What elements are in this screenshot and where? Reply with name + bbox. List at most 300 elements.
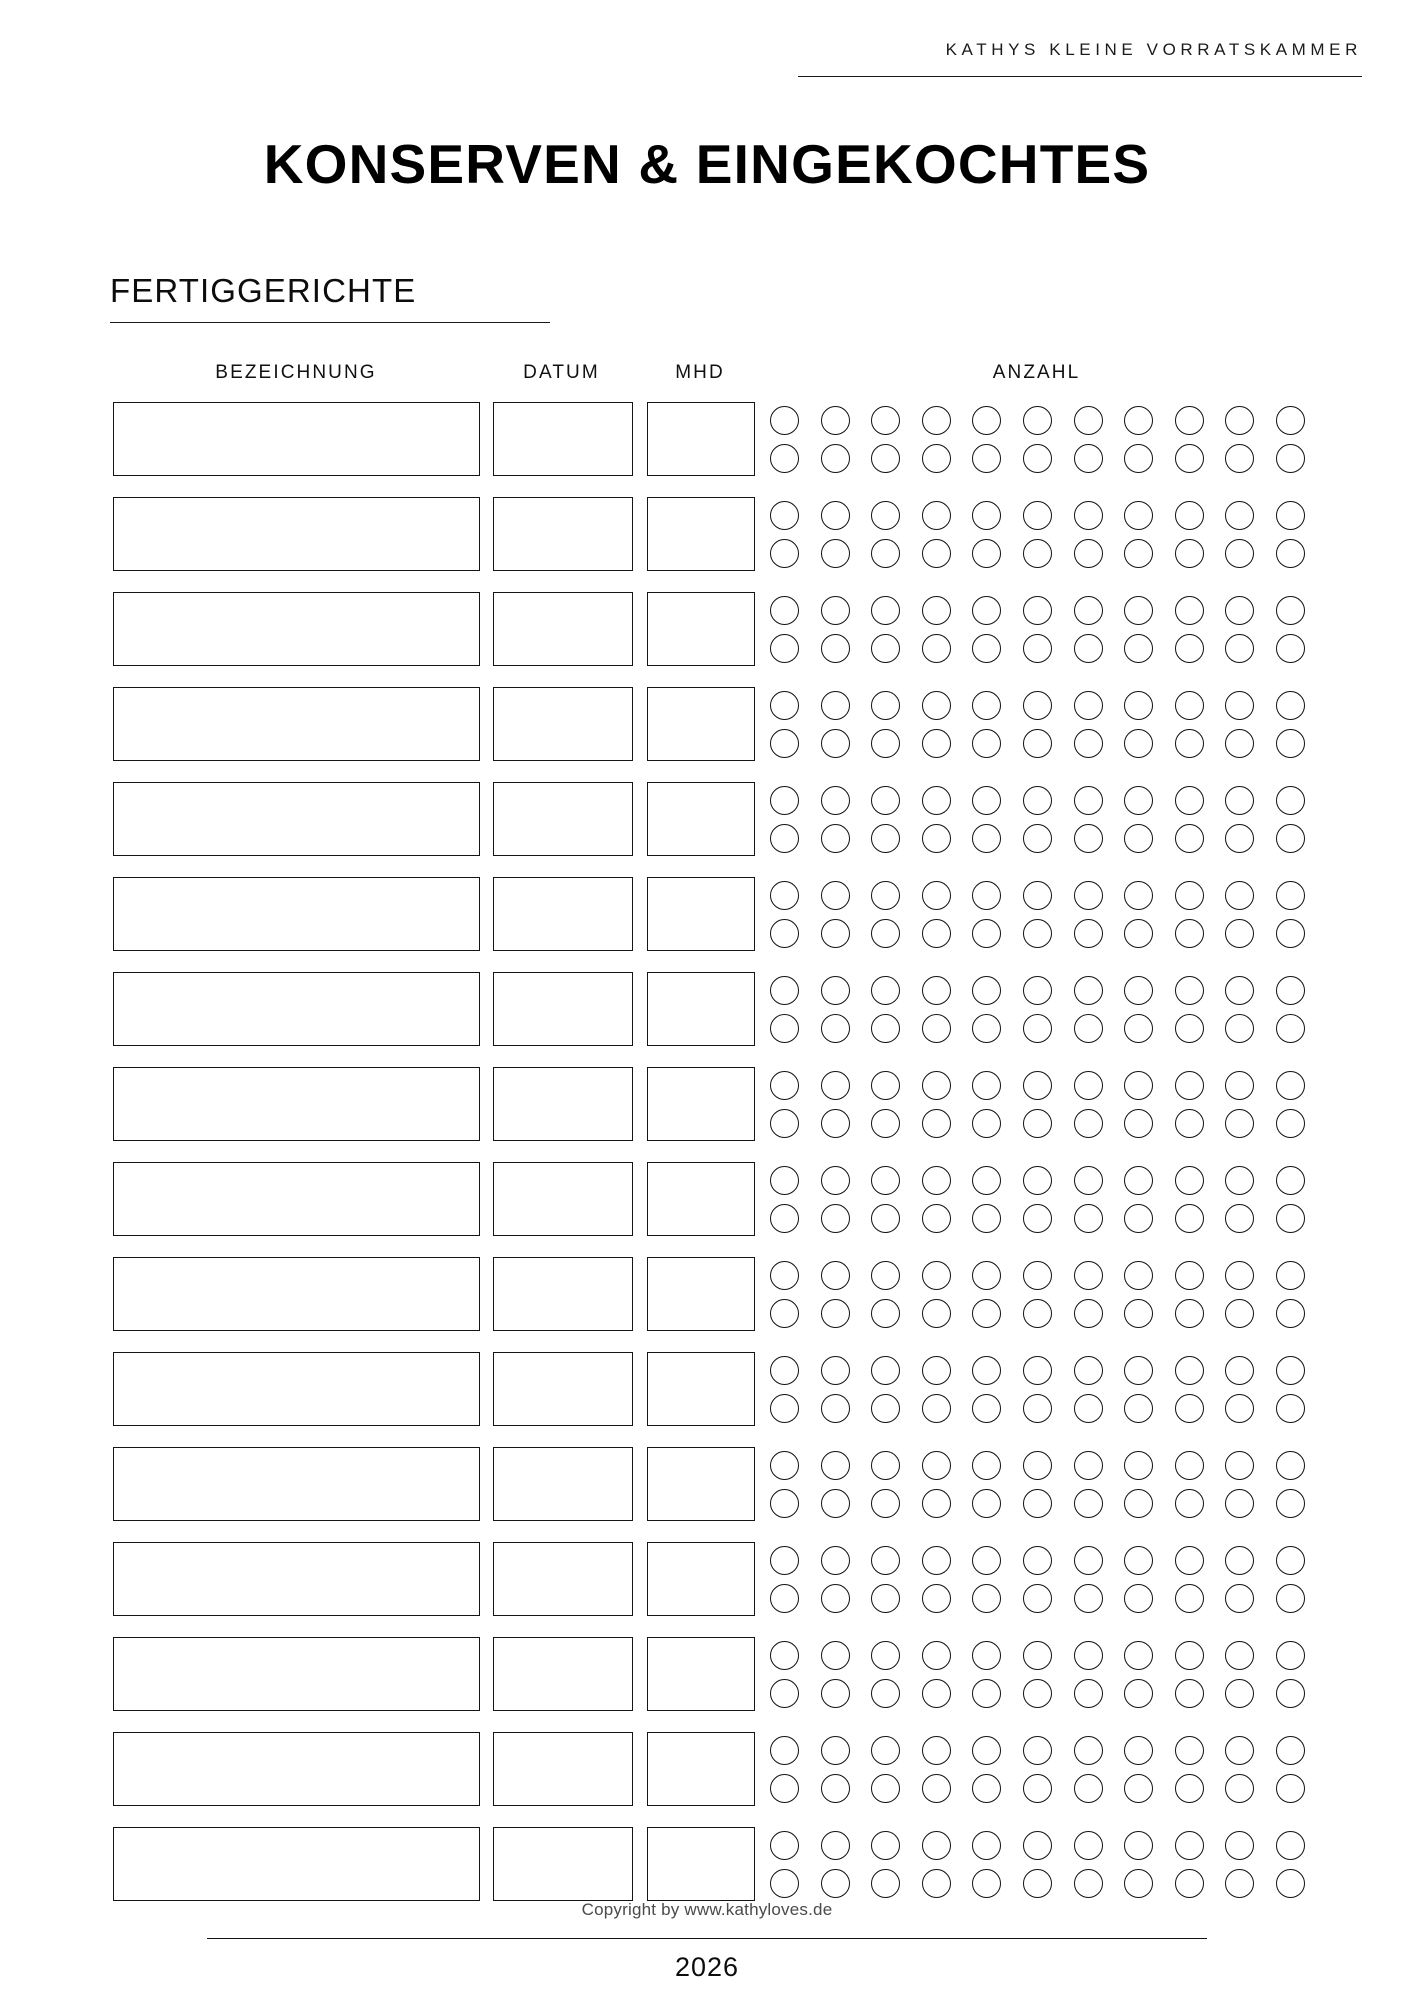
anzahl-tally-circle[interactable] xyxy=(1276,1166,1305,1195)
anzahl-tally-circle[interactable] xyxy=(821,691,850,720)
anzahl-tally-circle[interactable] xyxy=(871,1451,900,1480)
anzahl-tally-circle[interactable] xyxy=(821,1869,850,1898)
anzahl-tally-circle[interactable] xyxy=(1276,691,1305,720)
anzahl-tally-circle[interactable] xyxy=(1276,596,1305,625)
anzahl-tally-circle[interactable] xyxy=(972,1736,1001,1765)
anzahl-tally-circle[interactable] xyxy=(1276,881,1305,910)
anzahl-tally-circle[interactable] xyxy=(1023,1014,1052,1043)
anzahl-tally-circle[interactable] xyxy=(1023,501,1052,530)
anzahl-tally-circle[interactable] xyxy=(1124,1489,1153,1518)
anzahl-tally-circle[interactable] xyxy=(1124,1546,1153,1575)
anzahl-tally-circle[interactable] xyxy=(821,1071,850,1100)
anzahl-tally-circle[interactable] xyxy=(1225,1166,1254,1195)
anzahl-tally-circle[interactable] xyxy=(1175,1394,1204,1423)
anzahl-tally-circle[interactable] xyxy=(1276,634,1305,663)
anzahl-tally-circle[interactable] xyxy=(1124,1774,1153,1803)
anzahl-tally-circle[interactable] xyxy=(1124,596,1153,625)
mhd-field[interactable] xyxy=(647,972,755,1046)
anzahl-tally-circle[interactable] xyxy=(1124,1071,1153,1100)
anzahl-tally-circle[interactable] xyxy=(922,786,951,815)
anzahl-tally-circle[interactable] xyxy=(871,1071,900,1100)
anzahl-tally-circle[interactable] xyxy=(1276,1014,1305,1043)
anzahl-tally-circle[interactable] xyxy=(821,634,850,663)
anzahl-tally-circle[interactable] xyxy=(770,1584,799,1613)
anzahl-tally-circle[interactable] xyxy=(770,1736,799,1765)
anzahl-tally-circle[interactable] xyxy=(1074,786,1103,815)
anzahl-tally-circle[interactable] xyxy=(1074,976,1103,1005)
anzahl-tally-circle[interactable] xyxy=(1225,1489,1254,1518)
mhd-field[interactable] xyxy=(647,1352,755,1426)
anzahl-tally-circle[interactable] xyxy=(1175,596,1204,625)
anzahl-tally-circle[interactable] xyxy=(871,1546,900,1575)
anzahl-tally-circle[interactable] xyxy=(1023,729,1052,758)
anzahl-tally-circle[interactable] xyxy=(1023,1356,1052,1385)
anzahl-tally-circle[interactable] xyxy=(922,1394,951,1423)
anzahl-tally-circle[interactable] xyxy=(1225,596,1254,625)
anzahl-tally-circle[interactable] xyxy=(1023,1679,1052,1708)
anzahl-tally-circle[interactable] xyxy=(1124,691,1153,720)
anzahl-tally-circle[interactable] xyxy=(1225,1774,1254,1803)
mhd-field[interactable] xyxy=(647,1067,755,1141)
anzahl-tally-circle[interactable] xyxy=(821,539,850,568)
anzahl-tally-circle[interactable] xyxy=(1124,786,1153,815)
anzahl-tally-circle[interactable] xyxy=(972,1451,1001,1480)
anzahl-tally-circle[interactable] xyxy=(1023,691,1052,720)
anzahl-tally-circle[interactable] xyxy=(1074,691,1103,720)
anzahl-tally-circle[interactable] xyxy=(1175,1584,1204,1613)
anzahl-tally-circle[interactable] xyxy=(821,596,850,625)
anzahl-tally-circle[interactable] xyxy=(1074,1356,1103,1385)
anzahl-tally-circle[interactable] xyxy=(1023,1261,1052,1290)
mhd-field[interactable] xyxy=(647,782,755,856)
anzahl-tally-circle[interactable] xyxy=(821,1451,850,1480)
datum-field[interactable] xyxy=(493,972,633,1046)
mhd-field[interactable] xyxy=(647,1447,755,1521)
anzahl-tally-circle[interactable] xyxy=(1074,1546,1103,1575)
anzahl-tally-circle[interactable] xyxy=(1074,1679,1103,1708)
bezeichnung-field[interactable] xyxy=(113,1732,480,1806)
anzahl-tally-circle[interactable] xyxy=(1175,406,1204,435)
mhd-field[interactable] xyxy=(647,687,755,761)
anzahl-tally-circle[interactable] xyxy=(1175,634,1204,663)
datum-field[interactable] xyxy=(493,1352,633,1426)
anzahl-tally-circle[interactable] xyxy=(871,1109,900,1138)
anzahl-tally-circle[interactable] xyxy=(1023,1299,1052,1328)
bezeichnung-field[interactable] xyxy=(113,1447,480,1521)
anzahl-tally-circle[interactable] xyxy=(922,1166,951,1195)
mhd-field[interactable] xyxy=(647,592,755,666)
anzahl-tally-circle[interactable] xyxy=(922,1014,951,1043)
datum-field[interactable] xyxy=(493,1257,633,1331)
anzahl-tally-circle[interactable] xyxy=(922,406,951,435)
anzahl-tally-circle[interactable] xyxy=(1074,1641,1103,1670)
anzahl-tally-circle[interactable] xyxy=(770,824,799,853)
anzahl-tally-circle[interactable] xyxy=(1074,444,1103,473)
anzahl-tally-circle[interactable] xyxy=(1225,1546,1254,1575)
anzahl-tally-circle[interactable] xyxy=(1124,1109,1153,1138)
anzahl-tally-circle[interactable] xyxy=(1124,1261,1153,1290)
anzahl-tally-circle[interactable] xyxy=(1124,444,1153,473)
anzahl-tally-circle[interactable] xyxy=(770,1204,799,1233)
anzahl-tally-circle[interactable] xyxy=(972,1546,1001,1575)
bezeichnung-field[interactable] xyxy=(113,497,480,571)
mhd-field[interactable] xyxy=(647,1162,755,1236)
anzahl-tally-circle[interactable] xyxy=(1124,1299,1153,1328)
anzahl-tally-circle[interactable] xyxy=(770,1641,799,1670)
anzahl-tally-circle[interactable] xyxy=(1276,919,1305,948)
anzahl-tally-circle[interactable] xyxy=(1225,539,1254,568)
anzahl-tally-circle[interactable] xyxy=(1023,444,1052,473)
anzahl-tally-circle[interactable] xyxy=(1225,1356,1254,1385)
anzahl-tally-circle[interactable] xyxy=(972,1204,1001,1233)
anzahl-tally-circle[interactable] xyxy=(1276,501,1305,530)
anzahl-tally-circle[interactable] xyxy=(1225,1584,1254,1613)
anzahl-tally-circle[interactable] xyxy=(770,634,799,663)
anzahl-tally-circle[interactable] xyxy=(871,1014,900,1043)
anzahl-tally-circle[interactable] xyxy=(1023,1451,1052,1480)
datum-field[interactable] xyxy=(493,1827,633,1901)
bezeichnung-field[interactable] xyxy=(113,687,480,761)
anzahl-tally-circle[interactable] xyxy=(1175,1451,1204,1480)
anzahl-tally-circle[interactable] xyxy=(871,919,900,948)
anzahl-tally-circle[interactable] xyxy=(1124,634,1153,663)
anzahl-tally-circle[interactable] xyxy=(1074,1869,1103,1898)
anzahl-tally-circle[interactable] xyxy=(821,1736,850,1765)
anzahl-tally-circle[interactable] xyxy=(1023,406,1052,435)
anzahl-tally-circle[interactable] xyxy=(1175,1166,1204,1195)
anzahl-tally-circle[interactable] xyxy=(922,1261,951,1290)
anzahl-tally-circle[interactable] xyxy=(871,1736,900,1765)
anzahl-tally-circle[interactable] xyxy=(770,1261,799,1290)
anzahl-tally-circle[interactable] xyxy=(972,1166,1001,1195)
anzahl-tally-circle[interactable] xyxy=(922,1204,951,1233)
anzahl-tally-circle[interactable] xyxy=(1023,1109,1052,1138)
anzahl-tally-circle[interactable] xyxy=(821,729,850,758)
anzahl-tally-circle[interactable] xyxy=(1124,1451,1153,1480)
anzahl-tally-circle[interactable] xyxy=(1023,1166,1052,1195)
anzahl-tally-circle[interactable] xyxy=(770,1869,799,1898)
anzahl-tally-circle[interactable] xyxy=(871,1679,900,1708)
anzahl-tally-circle[interactable] xyxy=(1225,881,1254,910)
anzahl-tally-circle[interactable] xyxy=(1175,1641,1204,1670)
anzahl-tally-circle[interactable] xyxy=(972,1774,1001,1803)
anzahl-tally-circle[interactable] xyxy=(1124,881,1153,910)
anzahl-tally-circle[interactable] xyxy=(1124,1641,1153,1670)
anzahl-tally-circle[interactable] xyxy=(1124,501,1153,530)
anzahl-tally-circle[interactable] xyxy=(1023,1869,1052,1898)
anzahl-tally-circle[interactable] xyxy=(1124,1584,1153,1613)
anzahl-tally-circle[interactable] xyxy=(1225,1014,1254,1043)
anzahl-tally-circle[interactable] xyxy=(1276,976,1305,1005)
anzahl-tally-circle[interactable] xyxy=(1225,1109,1254,1138)
anzahl-tally-circle[interactable] xyxy=(770,919,799,948)
anzahl-tally-circle[interactable] xyxy=(1225,729,1254,758)
anzahl-tally-circle[interactable] xyxy=(770,1356,799,1385)
anzahl-tally-circle[interactable] xyxy=(1276,1641,1305,1670)
anzahl-tally-circle[interactable] xyxy=(770,976,799,1005)
anzahl-tally-circle[interactable] xyxy=(1124,1204,1153,1233)
anzahl-tally-circle[interactable] xyxy=(972,824,1001,853)
datum-field[interactable] xyxy=(493,687,633,761)
anzahl-tally-circle[interactable] xyxy=(821,1204,850,1233)
anzahl-tally-circle[interactable] xyxy=(1175,444,1204,473)
anzahl-tally-circle[interactable] xyxy=(871,691,900,720)
anzahl-tally-circle[interactable] xyxy=(821,1679,850,1708)
anzahl-tally-circle[interactable] xyxy=(922,1071,951,1100)
anzahl-tally-circle[interactable] xyxy=(1074,1451,1103,1480)
anzahl-tally-circle[interactable] xyxy=(922,919,951,948)
anzahl-tally-circle[interactable] xyxy=(972,1071,1001,1100)
anzahl-tally-circle[interactable] xyxy=(1074,596,1103,625)
datum-field[interactable] xyxy=(493,592,633,666)
anzahl-tally-circle[interactable] xyxy=(1023,1071,1052,1100)
anzahl-tally-circle[interactable] xyxy=(1175,539,1204,568)
anzahl-tally-circle[interactable] xyxy=(1023,634,1052,663)
anzahl-tally-circle[interactable] xyxy=(1175,1869,1204,1898)
anzahl-tally-circle[interactable] xyxy=(1175,1831,1204,1860)
anzahl-tally-circle[interactable] xyxy=(871,1204,900,1233)
anzahl-tally-circle[interactable] xyxy=(871,786,900,815)
anzahl-tally-circle[interactable] xyxy=(922,1299,951,1328)
anzahl-tally-circle[interactable] xyxy=(821,1489,850,1518)
anzahl-tally-circle[interactable] xyxy=(1175,786,1204,815)
anzahl-tally-circle[interactable] xyxy=(871,1869,900,1898)
anzahl-tally-circle[interactable] xyxy=(1225,1299,1254,1328)
anzahl-tally-circle[interactable] xyxy=(1225,1451,1254,1480)
anzahl-tally-circle[interactable] xyxy=(821,406,850,435)
anzahl-tally-circle[interactable] xyxy=(1074,1071,1103,1100)
anzahl-tally-circle[interactable] xyxy=(1124,824,1153,853)
anzahl-tally-circle[interactable] xyxy=(1276,1546,1305,1575)
anzahl-tally-circle[interactable] xyxy=(1225,634,1254,663)
anzahl-tally-circle[interactable] xyxy=(972,881,1001,910)
anzahl-tally-circle[interactable] xyxy=(821,444,850,473)
anzahl-tally-circle[interactable] xyxy=(1074,1584,1103,1613)
anzahl-tally-circle[interactable] xyxy=(1225,1869,1254,1898)
anzahl-tally-circle[interactable] xyxy=(871,1641,900,1670)
anzahl-tally-circle[interactable] xyxy=(821,1166,850,1195)
anzahl-tally-circle[interactable] xyxy=(1225,501,1254,530)
anzahl-tally-circle[interactable] xyxy=(1276,786,1305,815)
datum-field[interactable] xyxy=(493,1637,633,1711)
anzahl-tally-circle[interactable] xyxy=(821,1546,850,1575)
anzahl-tally-circle[interactable] xyxy=(1225,406,1254,435)
anzahl-tally-circle[interactable] xyxy=(1175,1261,1204,1290)
anzahl-tally-circle[interactable] xyxy=(821,1774,850,1803)
anzahl-tally-circle[interactable] xyxy=(871,444,900,473)
anzahl-tally-circle[interactable] xyxy=(1175,1299,1204,1328)
mhd-field[interactable] xyxy=(647,497,755,571)
anzahl-tally-circle[interactable] xyxy=(1276,1451,1305,1480)
anzahl-tally-circle[interactable] xyxy=(770,1831,799,1860)
anzahl-tally-circle[interactable] xyxy=(1175,691,1204,720)
anzahl-tally-circle[interactable] xyxy=(1023,1489,1052,1518)
anzahl-tally-circle[interactable] xyxy=(1124,919,1153,948)
anzahl-tally-circle[interactable] xyxy=(1175,1546,1204,1575)
anzahl-tally-circle[interactable] xyxy=(1124,1831,1153,1860)
anzahl-tally-circle[interactable] xyxy=(1225,824,1254,853)
anzahl-tally-circle[interactable] xyxy=(972,1831,1001,1860)
anzahl-tally-circle[interactable] xyxy=(972,691,1001,720)
anzahl-tally-circle[interactable] xyxy=(1023,824,1052,853)
anzahl-tally-circle[interactable] xyxy=(871,539,900,568)
anzahl-tally-circle[interactable] xyxy=(1023,539,1052,568)
bezeichnung-field[interactable] xyxy=(113,782,480,856)
anzahl-tally-circle[interactable] xyxy=(1276,1071,1305,1100)
anzahl-tally-circle[interactable] xyxy=(922,634,951,663)
anzahl-tally-circle[interactable] xyxy=(821,1261,850,1290)
anzahl-tally-circle[interactable] xyxy=(972,1394,1001,1423)
mhd-field[interactable] xyxy=(647,1637,755,1711)
anzahl-tally-circle[interactable] xyxy=(1074,634,1103,663)
anzahl-tally-circle[interactable] xyxy=(821,786,850,815)
anzahl-tally-circle[interactable] xyxy=(1276,1204,1305,1233)
anzahl-tally-circle[interactable] xyxy=(1175,1489,1204,1518)
anzahl-tally-circle[interactable] xyxy=(922,501,951,530)
anzahl-tally-circle[interactable] xyxy=(1124,406,1153,435)
anzahl-tally-circle[interactable] xyxy=(770,501,799,530)
anzahl-tally-circle[interactable] xyxy=(871,1356,900,1385)
anzahl-tally-circle[interactable] xyxy=(821,976,850,1005)
anzahl-tally-circle[interactable] xyxy=(1074,824,1103,853)
anzahl-tally-circle[interactable] xyxy=(1023,1641,1052,1670)
anzahl-tally-circle[interactable] xyxy=(1225,1394,1254,1423)
anzahl-tally-circle[interactable] xyxy=(821,1109,850,1138)
anzahl-tally-circle[interactable] xyxy=(972,634,1001,663)
anzahl-tally-circle[interactable] xyxy=(821,501,850,530)
anzahl-tally-circle[interactable] xyxy=(922,1584,951,1613)
anzahl-tally-circle[interactable] xyxy=(770,1451,799,1480)
anzahl-tally-circle[interactable] xyxy=(1074,1109,1103,1138)
anzahl-tally-circle[interactable] xyxy=(1074,881,1103,910)
anzahl-tally-circle[interactable] xyxy=(922,1546,951,1575)
anzahl-tally-circle[interactable] xyxy=(1124,1394,1153,1423)
bezeichnung-field[interactable] xyxy=(113,1162,480,1236)
datum-field[interactable] xyxy=(493,1542,633,1616)
anzahl-tally-circle[interactable] xyxy=(1023,919,1052,948)
anzahl-tally-circle[interactable] xyxy=(922,1831,951,1860)
anzahl-tally-circle[interactable] xyxy=(1023,1394,1052,1423)
anzahl-tally-circle[interactable] xyxy=(1023,1774,1052,1803)
anzahl-tally-circle[interactable] xyxy=(871,596,900,625)
datum-field[interactable] xyxy=(493,1067,633,1141)
anzahl-tally-circle[interactable] xyxy=(871,881,900,910)
anzahl-tally-circle[interactable] xyxy=(1175,976,1204,1005)
anzahl-tally-circle[interactable] xyxy=(821,1394,850,1423)
anzahl-tally-circle[interactable] xyxy=(770,1489,799,1518)
anzahl-tally-circle[interactable] xyxy=(1225,444,1254,473)
anzahl-tally-circle[interactable] xyxy=(972,919,1001,948)
anzahl-tally-circle[interactable] xyxy=(821,1584,850,1613)
anzahl-tally-circle[interactable] xyxy=(1276,729,1305,758)
anzahl-tally-circle[interactable] xyxy=(1124,1679,1153,1708)
anzahl-tally-circle[interactable] xyxy=(972,1109,1001,1138)
anzahl-tally-circle[interactable] xyxy=(1074,1166,1103,1195)
anzahl-tally-circle[interactable] xyxy=(1276,1489,1305,1518)
anzahl-tally-circle[interactable] xyxy=(1276,1356,1305,1385)
anzahl-tally-circle[interactable] xyxy=(1175,824,1204,853)
datum-field[interactable] xyxy=(493,877,633,951)
anzahl-tally-circle[interactable] xyxy=(922,824,951,853)
anzahl-tally-circle[interactable] xyxy=(1175,729,1204,758)
anzahl-tally-circle[interactable] xyxy=(821,1641,850,1670)
anzahl-tally-circle[interactable] xyxy=(1124,976,1153,1005)
anzahl-tally-circle[interactable] xyxy=(1276,1736,1305,1765)
mhd-field[interactable] xyxy=(647,1542,755,1616)
anzahl-tally-circle[interactable] xyxy=(1225,786,1254,815)
anzahl-tally-circle[interactable] xyxy=(972,539,1001,568)
anzahl-tally-circle[interactable] xyxy=(770,596,799,625)
anzahl-tally-circle[interactable] xyxy=(1074,1261,1103,1290)
datum-field[interactable] xyxy=(493,1162,633,1236)
anzahl-tally-circle[interactable] xyxy=(1276,1261,1305,1290)
anzahl-tally-circle[interactable] xyxy=(770,1109,799,1138)
anzahl-tally-circle[interactable] xyxy=(922,881,951,910)
bezeichnung-field[interactable] xyxy=(113,972,480,1046)
anzahl-tally-circle[interactable] xyxy=(1074,1736,1103,1765)
anzahl-tally-circle[interactable] xyxy=(1276,406,1305,435)
anzahl-tally-circle[interactable] xyxy=(770,1299,799,1328)
anzahl-tally-circle[interactable] xyxy=(770,786,799,815)
anzahl-tally-circle[interactable] xyxy=(871,824,900,853)
anzahl-tally-circle[interactable] xyxy=(871,1584,900,1613)
anzahl-tally-circle[interactable] xyxy=(1074,1774,1103,1803)
anzahl-tally-circle[interactable] xyxy=(1225,976,1254,1005)
anzahl-tally-circle[interactable] xyxy=(871,1166,900,1195)
anzahl-tally-circle[interactable] xyxy=(1225,919,1254,948)
anzahl-tally-circle[interactable] xyxy=(972,1489,1001,1518)
anzahl-tally-circle[interactable] xyxy=(1175,1774,1204,1803)
anzahl-tally-circle[interactable] xyxy=(1074,539,1103,568)
anzahl-tally-circle[interactable] xyxy=(972,596,1001,625)
anzahl-tally-circle[interactable] xyxy=(1023,881,1052,910)
anzahl-tally-circle[interactable] xyxy=(770,691,799,720)
anzahl-tally-circle[interactable] xyxy=(972,729,1001,758)
anzahl-tally-circle[interactable] xyxy=(1074,1831,1103,1860)
anzahl-tally-circle[interactable] xyxy=(972,976,1001,1005)
anzahl-tally-circle[interactable] xyxy=(1175,1109,1204,1138)
bezeichnung-field[interactable] xyxy=(113,1827,480,1901)
anzahl-tally-circle[interactable] xyxy=(1175,1356,1204,1385)
anzahl-tally-circle[interactable] xyxy=(1124,1869,1153,1898)
datum-field[interactable] xyxy=(493,402,633,476)
anzahl-tally-circle[interactable] xyxy=(1276,1869,1305,1898)
anzahl-tally-circle[interactable] xyxy=(1225,1641,1254,1670)
anzahl-tally-circle[interactable] xyxy=(1276,1584,1305,1613)
bezeichnung-field[interactable] xyxy=(113,1352,480,1426)
anzahl-tally-circle[interactable] xyxy=(922,691,951,720)
anzahl-tally-circle[interactable] xyxy=(821,824,850,853)
anzahl-tally-circle[interactable] xyxy=(871,406,900,435)
anzahl-tally-circle[interactable] xyxy=(1276,1774,1305,1803)
anzahl-tally-circle[interactable] xyxy=(1023,1204,1052,1233)
anzahl-tally-circle[interactable] xyxy=(1074,1299,1103,1328)
datum-field[interactable] xyxy=(493,497,633,571)
anzahl-tally-circle[interactable] xyxy=(1175,1204,1204,1233)
mhd-field[interactable] xyxy=(647,402,755,476)
anzahl-tally-circle[interactable] xyxy=(1074,919,1103,948)
anzahl-tally-circle[interactable] xyxy=(922,1489,951,1518)
anzahl-tally-circle[interactable] xyxy=(821,1831,850,1860)
anzahl-tally-circle[interactable] xyxy=(1074,1204,1103,1233)
mhd-field[interactable] xyxy=(647,877,755,951)
anzahl-tally-circle[interactable] xyxy=(1175,1014,1204,1043)
anzahl-tally-circle[interactable] xyxy=(972,1641,1001,1670)
anzahl-tally-circle[interactable] xyxy=(1276,444,1305,473)
anzahl-tally-circle[interactable] xyxy=(1023,786,1052,815)
anzahl-tally-circle[interactable] xyxy=(972,1356,1001,1385)
anzahl-tally-circle[interactable] xyxy=(972,1261,1001,1290)
